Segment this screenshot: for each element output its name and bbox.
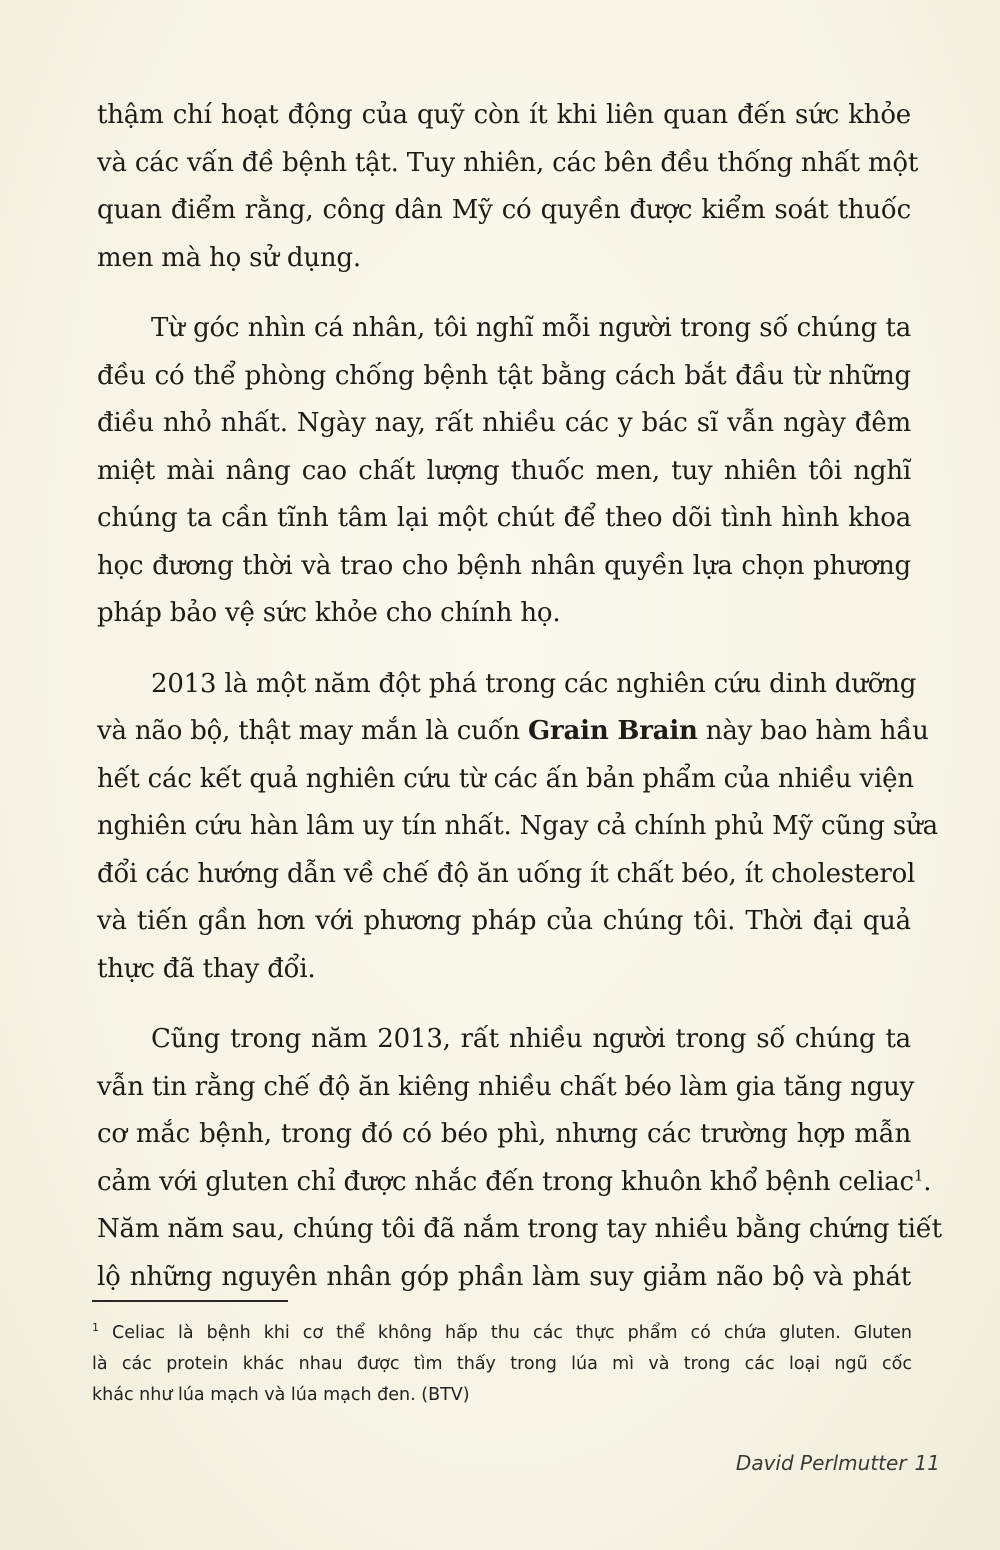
text-line: điều nhỏ nhất. Ngày nay, rất nhiều các y bác sĩ vẫn ngày đêm — [97, 408, 911, 438]
footnote-marker: 1 — [92, 1321, 99, 1335]
footnote-divider — [92, 1300, 288, 1302]
text-fragment: và não bộ, thật may mắn là cuốn — [97, 716, 529, 746]
text-line: cơ mắc bệnh, trong đó có béo phì, nhưng các trường hợp mẫn — [97, 1119, 911, 1149]
author-name: David Perlmutter — [735, 1451, 907, 1475]
text-line: thậm chí hoạt động của quỹ còn ít khi liên quan đến sức khỏe — [97, 100, 911, 130]
footnote-line: khác như lúa mạch và lúa mạch đen. (BTV) — [92, 1385, 470, 1405]
text-line: Từ góc nhìn cá nhân, tôi nghĩ mỗi người trong số chúng ta — [151, 313, 911, 343]
text-line: vẫn tin rằng chế độ ăn kiêng nhiều chất béo làm gia tăng nguy — [97, 1071, 915, 1102]
body-text — [97, 92, 942, 1324]
text-line: miệt mài nâng cao chất lượng thuốc men, tuy nhiên tôi nghĩ — [97, 455, 911, 486]
text-line: Năm năm sau, chúng tôi đã nắm trong tay nhiều bằng chứng tiết — [97, 1214, 942, 1244]
paragraph-1 — [97, 92, 919, 282]
text-line: đều có thể phòng chống bệnh tật bằng cách bắt đầu từ những — [97, 360, 911, 391]
footnote — [92, 1318, 912, 1411]
paragraph-2 — [97, 305, 911, 638]
text-line: Cũng trong năm 2013, rất nhiều người trong số chúng ta — [151, 1024, 911, 1054]
paragraph-4 — [97, 1016, 942, 1301]
footnote-reference[interactable]: 1 — [913, 1165, 924, 1184]
text-line: học đương thời và trao cho bệnh nhân quyền lựa chọn phương — [97, 550, 911, 581]
text-line: lộ những nguyên nhân góp phần làm suy giảm não bộ và phát — [97, 1261, 911, 1292]
text-line: thực đã thay đổi. — [97, 953, 316, 984]
text-line-with-book-title — [97, 708, 929, 756]
footnote-line: là các protein khác nhau được tìm thấy trong lúa mì và trong các loại ngũ cốc — [92, 1354, 912, 1374]
text-line: 2013 là một năm đột phá trong các nghiên cứu dinh dưỡng — [151, 668, 917, 699]
text-fragment: . — [923, 1166, 932, 1197]
text-line: và các vấn đề bệnh tật. Tuy nhiên, các bên đều thống nhất một — [97, 147, 919, 178]
text-fragment: cảm với gluten chỉ được nhắc đến trong khuôn khổ bệnh celiac — [97, 1166, 914, 1197]
text-line: quan điểm rằng, công dân Mỹ có quyền được kiểm soát thuốc — [97, 195, 911, 225]
running-footer — [736, 1451, 940, 1475]
text-line: hết các kết quả nghiên cứu từ các ấn bản phẩm của nhiều viện — [97, 763, 914, 794]
text-line: và tiến gần hơn với phương pháp của chúng tôi. Thời đại quả — [97, 906, 911, 936]
text-fragment: này bao hàm hầu — [697, 716, 929, 746]
text-line: nghiên cứu hàn lâm uy tín nhất. Ngay cả chính phủ Mỹ cũng sửa — [97, 811, 938, 841]
paragraph-3 — [97, 661, 938, 994]
page-number: 11 — [914, 1451, 940, 1475]
text-line: pháp bảo vệ sức khỏe cho chính họ. — [97, 598, 561, 628]
text-line-with-footnote-ref — [97, 1159, 932, 1207]
text-line: men mà họ sử dụng. — [97, 242, 361, 273]
footnote-text: Celiac là bệnh khi cơ thể không hấp thu các thực phẩm có chứa gluten. Gluten — [99, 1323, 912, 1343]
text-line: đổi các hướng dẫn về chế độ ăn uống ít chất béo, ít cholesterol — [97, 858, 916, 889]
book-title: Grain Brain — [528, 716, 698, 746]
footnote-line — [92, 1318, 912, 1349]
text-line: chúng ta cần tĩnh tâm lại một chút để theo dõi tình hình khoa — [97, 503, 911, 533]
